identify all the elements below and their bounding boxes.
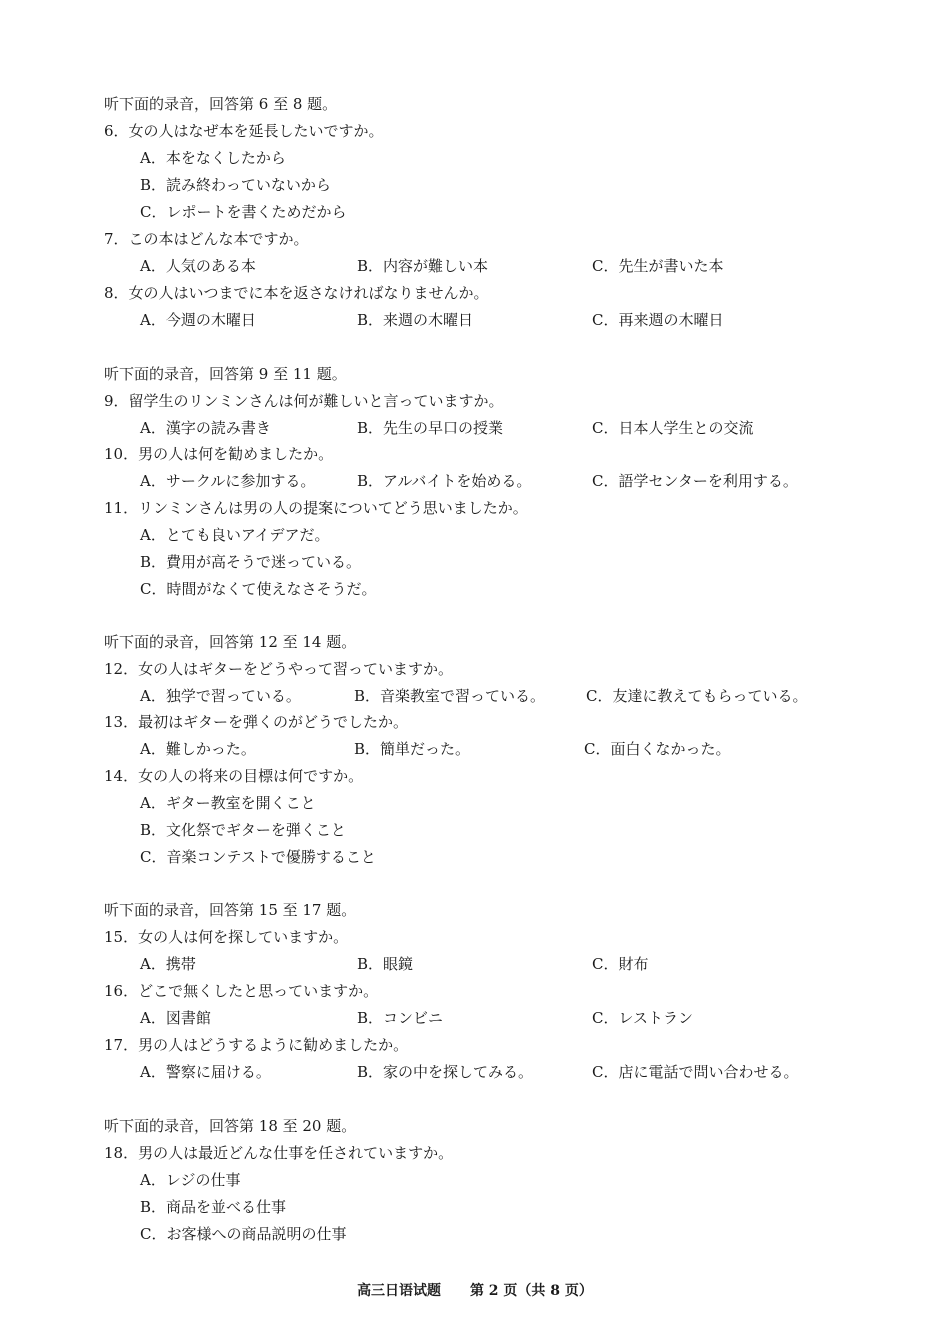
question-9-option-c: C．日本人学生との交流 [592,419,754,437]
question-16-option-b: B．コンビニ [357,1009,444,1027]
question-18-option-c: C．お客様への商品説明の仕事 [140,1225,347,1243]
question-16: 16．どこで無くしたと思っていますか。 [104,982,379,1000]
question-8-option-b: B．来週の木曜日 [357,311,474,329]
question-17: 17．男の人はどうするように勧めましたか。 [104,1036,409,1054]
question-6-option-c: C．レポートを書くためだから [140,203,347,221]
question-13: 13．最初はギターを弾くのがどうでしたか。 [104,713,408,731]
question-18: 18．男の人は最近どんな仕事を任されていますか。 [104,1144,454,1162]
question-11-option-a: A．とても良いアイデアだ。 [140,526,330,544]
question-18-option-a: A．レジの仕事 [140,1171,241,1189]
question-12-option-b: B．音楽教室で習っている。 [354,687,546,705]
section-header: 听下面的录音，回答第 9 至 11 题。 [104,365,347,383]
question-13-option-c: C．面白くなかった。 [584,740,731,758]
section-header: 听下面的录音，回答第 6 至 8 题。 [104,95,338,113]
question-8: 8．女の人はいつまでに本を返さなければなりませんか。 [104,284,489,302]
question-17-option-b: B．家の中を探してみる。 [357,1063,534,1081]
question-9: 9．留学生のリンミンさんは何が難しいと言っていますか。 [104,392,504,410]
question-7-option-a: A．人気のある本 [140,257,256,275]
question-7: 7．この本はどんな本ですか。 [104,230,309,248]
page-number: 第 2 页（共 8 页） [469,1283,593,1299]
question-14: 14．女の人の将来の目標は何ですか。 [104,767,364,785]
question-10-option-a: A．サークルに参加する。 [140,472,316,490]
question-14-option-b: B．文化祭でギターを弾くこと [140,821,346,839]
question-15-option-b: B．眼鏡 [357,955,414,973]
question-8-option-a: A．今週の木曜日 [140,311,256,329]
question-7-option-c: C．先生が書いた本 [592,257,724,275]
section-header: 听下面的录音，回答第 18 至 20 题。 [104,1117,357,1135]
question-11-option-c: C．時間がなくて使えなさそうだ。 [140,580,377,598]
question-6: 6．女の人はなぜ本を延長したいですか。 [104,122,384,140]
question-6-option-a: A．本をなくしたから [140,149,286,167]
question-11-option-b: B．費用が高そうで迷っている。 [140,553,362,571]
question-12-option-a: A．独学で習っている。 [140,687,301,705]
question-6-option-b: B．読み終わっていないから [140,176,331,194]
question-14-option-a: A．ギター教室を開くこと [140,794,316,812]
question-16-option-c: C．レストラン [592,1009,694,1027]
question-17-option-a: A．警察に届ける。 [140,1063,271,1081]
question-11: 11．リンミンさんは男の人の提案についてどう思いましたか。 [104,499,528,517]
question-18-option-b: B．商品を並べる仕事 [140,1198,287,1216]
question-16-option-a: A．図書館 [140,1009,211,1027]
question-15: 15．女の人は何を探していますか。 [104,928,349,946]
question-9-option-b: B．先生の早口の授業 [357,419,504,437]
question-7-option-b: B．内容が難しい本 [357,257,489,275]
question-10: 10．男の人は何を勧めましたか。 [104,445,334,463]
question-8-option-c: C．再来週の木曜日 [592,311,724,329]
question-15-option-a: A．携帯 [140,955,196,973]
question-12-option-c: C．友達に教えてもらっている。 [586,687,808,705]
question-15-option-c: C．財布 [592,955,649,973]
exam-title: 高三日语试题 [357,1283,442,1299]
question-9-option-a: A．漢字の読み書き [140,419,271,437]
question-10-option-c: C．語学センターを利用する。 [592,472,798,490]
section-header: 听下面的录音，回答第 12 至 14 题。 [104,633,357,651]
page-footer [0,1281,950,1301]
section-header: 听下面的录音，回答第 15 至 17 题。 [104,901,357,919]
question-13-option-b: B．簡単だった。 [354,740,471,758]
question-13-option-a: A．難しかった。 [140,740,256,758]
question-14-option-c: C．音楽コンテストで優勝すること [140,848,376,866]
question-12: 12．女の人はギターをどうやって習っていますか。 [104,660,453,678]
question-17-option-c: C．店に電話で問い合わせる。 [592,1063,799,1081]
question-10-option-b: B．アルバイトを始める。 [357,472,532,490]
